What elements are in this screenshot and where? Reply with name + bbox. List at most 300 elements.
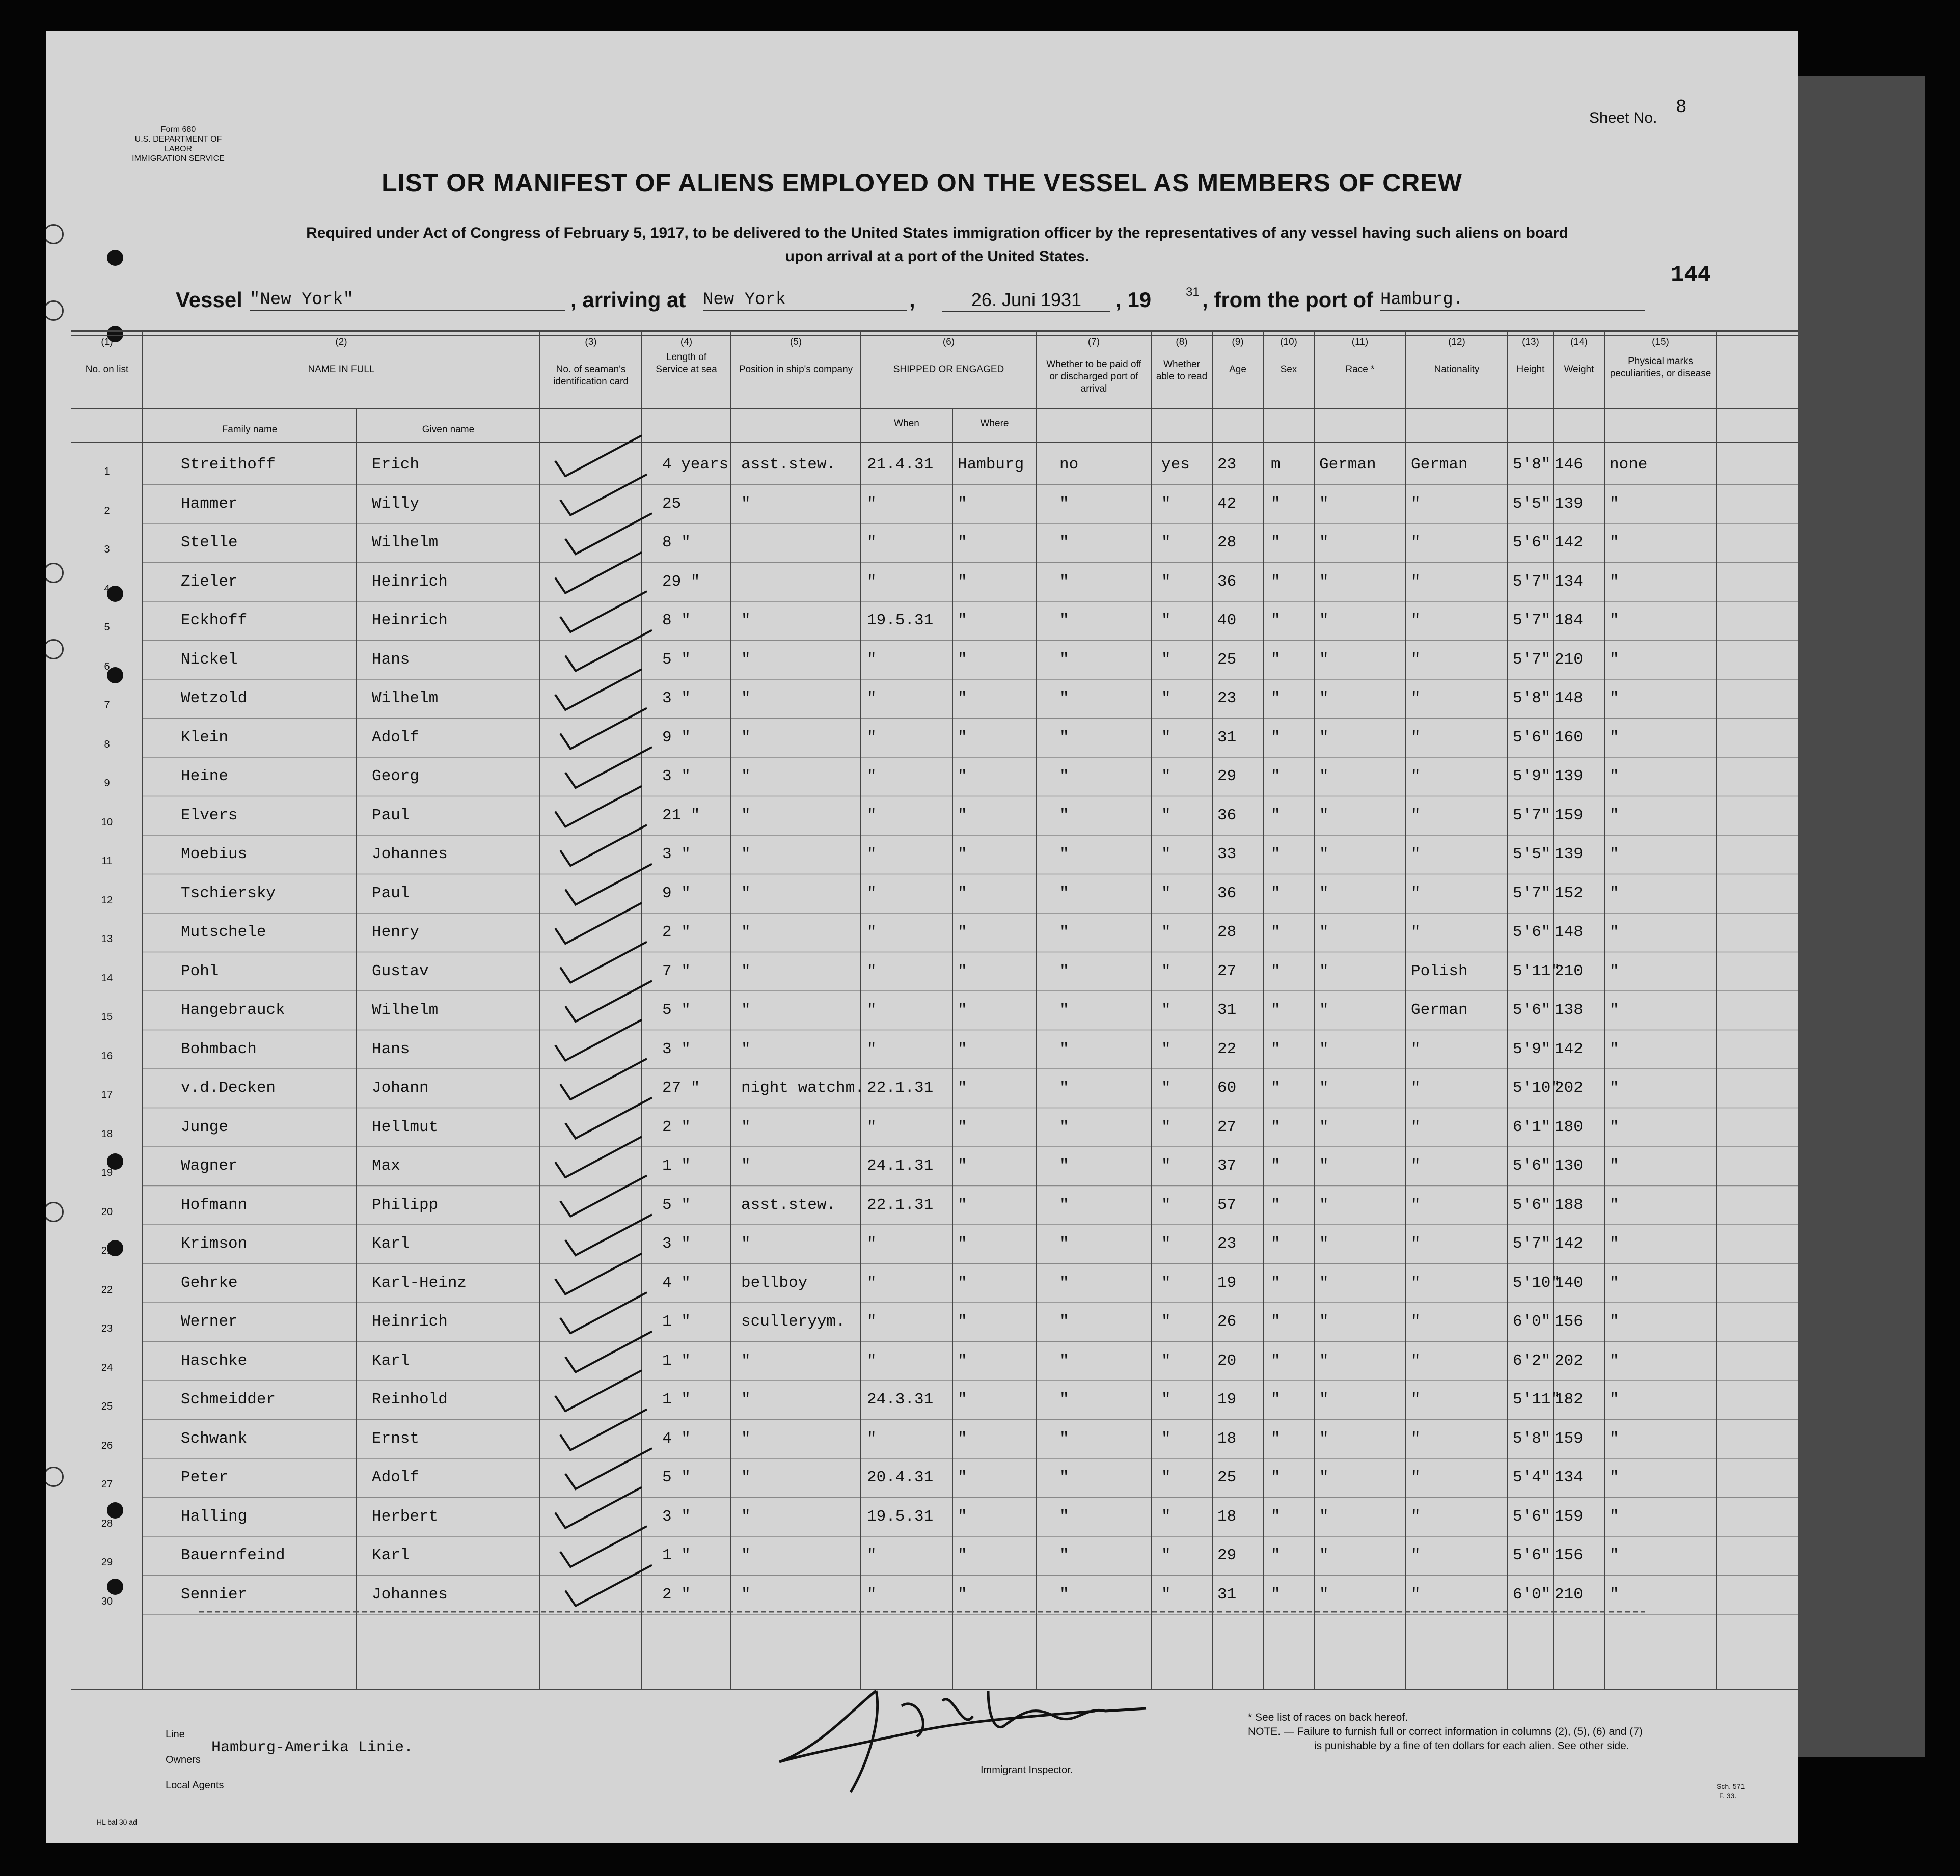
nationality-cell: "	[1411, 1196, 1421, 1214]
height-cell: 6'2"	[1513, 1351, 1551, 1370]
service-length-cell: 3 "	[662, 1507, 691, 1526]
engaged-where-cell: "	[958, 1157, 967, 1175]
able-to-read-cell: "	[1161, 1469, 1171, 1486]
nationality-cell: "	[1411, 1118, 1421, 1136]
engaged-where-cell: "	[958, 1001, 967, 1019]
family-name-cell: Bohmbach	[181, 1040, 257, 1058]
family-name-cell: v.d.Decken	[181, 1079, 276, 1097]
engaged-when-cell: 20.4.31	[867, 1469, 934, 1486]
row-number: 2	[104, 505, 110, 516]
able-to-read-cell: "	[1161, 1157, 1171, 1175]
given-name-cell: Heinrich	[372, 1313, 448, 1331]
family-name-cell: Streithoff	[181, 456, 276, 474]
physical-marks-cell: "	[1610, 612, 1619, 629]
year-label: , 19	[1115, 288, 1152, 312]
manifest-page: Form 680 U.S. DEPARTMENT OF LABOR IMMIGRATION SERVICE Sheet No. 8 LIST OR MANIFEST OF ALIENS EMPLOYED ON THE VESSEL AS MEMBERS OF CREW Required under Act of Congress of February 5, 1917, to be delivered to the United States immigration officer by the representatives of any vessel having such aliens on board upon arrival at a port of the United States. 144 Vessel "New York" , arriving at New York , 26. Juni 1931 , 19 31 , from the port of Hamburg. (1) No. on list (2) NAME IN FULL Family name Given name (3) No. of seaman's identification card (4) Length of Service at sea (5) Position in ship's company (6) SHIPPED OR ENGAGED When Where (7) Whether to be paid off or discharged port of arrival (8) Whether able to read (9) Age (10) Sex (11) Race * (12) Nationality (13) Height (14) Weight (15) Physical marks peculiarities, or disease 1 Streithoff Erich 4 years asst.stew. 21.4.31 Hamburg no yes 23 m German German 5'8" 146 none 2 Hammer Willy 25 " " " " " 42 " " " 5'5" 139 " 3 Stelle Wilhelm 8 " " " " " 28 " " " 5'6" 142 " 4 Zieler Heinrich 29 " " " " " 36 " " " 5'7" 134 " 5 Eckhoff Heinrich 8 " " 19.5.31 " " " 40 " " " 5'7" 184 " 6 Nickel Hans 5 " " " " " " 25 " " " 5'7" 210 " 7 Wetzold Wilhelm 3 " " " " " " 23 " " " 5'8" 148 " 8 Klein Adolf 9 " " " " " " 31 " " " 5'6" 160 " 9 Heine Georg 3 " " " " " " 29 " " " 5'9" 139 " 10 Elvers Paul 21 " " " " " " 36 " " " 5'7" 159 " 11 Moebius Johannes 3 " " " " " " 33 " " " 5'5" 139 " 12 Tschiersky Paul 9 " " " " " " 36 " " " 5'7" 152 " 13 Mutschele Henry 2 " " " " " " 28 " " " 5'6" 148 " 14 Pohl Gustav 7 " " " " " " 27 " " Polish 5'11" 210 " 15 Hangebrauck Wilhelm 5 " " " " " " 31 " " German 5'6" 138 " 16 Bohmbach Hans 3 " " " " " " 22 " " " 5'9" 142 " 17 v.d.Decken Johann 27 " night watchm. 22.1.31 " " " 60 " " " 5'10" 202 " 18 Junge Hellmut 2 " " " " " " 27 " " " 6'1" 180 " 19 Wagner Max 1 " " 24.1.31 " " " 37 " " " 5'6" 130 " 20 Hofmann Philipp 5 " asst.stew. 22.1.31 " " " 57 " " " 5'6" 188 " 21 Krimson Karl 3 " " " " " " 23 " " " 5'7" 142 " 22 Gehrke Karl-Heinz 4 " bellboy " " " " 19 " " " 5'10" 140 " 23 Werner Heinrich 1 " sculleryym. " " " " 26 " " " 6'0" 156 " 24 Haschke Karl 1 " " " " " " 20 " " " 6'2" 202 " 25 Schmeidder Reinhold 1 " " 24.3.31 " " " 19 " " " 5'11" 182 " 26 Schwank Ernst 4 " " " " " " 18 " " " 5'8" 159 " 27 Peter Adolf 5 " " 20.4.31 " " " 25 " " " 5'4" 134 " 28 Halling Herbert 3 " " 19.5.31 " " " 18 " " " 5'6" 159 " 29 Bauernfeind Karl 1 " " " " " " 29 " " " 5'6" 156 " 30 Sennier Johannes 2 " " " " " " 31 " " " 6'0" 210 " Line Owners Hamburg-Amerika Linie. Local Agents Immigrant Inspector. * See list of races on back hereof. NOTE. — Failure to furnish full or correct information in columns (2), (5), (6) and (7) is punishable by a fine of ten dollars for each alien. See other side. HL bal 30 ad Sch. 571 F. 33.	[46, 31, 1798, 1843]
engaged-where-cell: "	[958, 1040, 967, 1058]
engaged-when-cell: 19.5.31	[867, 612, 934, 629]
owners-name: Hamburg-Amerika Linie.	[211, 1739, 414, 1756]
weight-cell: 142	[1555, 534, 1583, 551]
service-length-cell: 9 "	[662, 728, 691, 747]
family-name-cell: Hofmann	[181, 1196, 248, 1214]
able-to-read-cell: "	[1161, 1274, 1171, 1292]
service-length-cell: 2 "	[662, 923, 691, 941]
service-length-cell: 21 "	[662, 806, 700, 824]
engaged-where-cell: "	[958, 1235, 967, 1253]
sex-cell: m	[1271, 456, 1281, 474]
height-cell: 5'6"	[1513, 1547, 1551, 1564]
nationality-cell: German	[1411, 1001, 1468, 1019]
engaged-where-cell: "	[958, 650, 967, 669]
row-number: 4	[104, 583, 110, 594]
row-number: 25	[101, 1401, 113, 1412]
checkmark-icon	[555, 903, 642, 944]
given-name-cell: Willy	[372, 494, 420, 513]
engaged-where-cell: "	[958, 1429, 967, 1448]
paid-off-cell: no	[1059, 456, 1079, 474]
height-cell: 5'6"	[1513, 1157, 1551, 1175]
family-name-cell: Hangebrauck	[181, 1001, 285, 1019]
able-to-read-cell: yes	[1161, 456, 1190, 474]
row-number: 29	[101, 1557, 113, 1568]
able-to-read-cell: "	[1161, 728, 1171, 747]
age-cell: 27	[1217, 962, 1237, 980]
age-cell: 19	[1217, 1274, 1237, 1292]
age-cell: 25	[1217, 650, 1237, 669]
age-cell: 31	[1217, 1585, 1237, 1604]
height-cell: 5'6"	[1513, 534, 1551, 551]
engaged-when-cell: 24.3.31	[867, 1391, 934, 1409]
row-number: 21	[101, 1245, 113, 1256]
race-cell: "	[1319, 884, 1329, 902]
col-9-header: (9) Age	[1229, 337, 1246, 375]
family-name-cell: Eckhoff	[181, 612, 248, 629]
engaged-when-cell: "	[867, 767, 877, 785]
height-cell: 5'9"	[1513, 1040, 1551, 1058]
checkmark-icon	[565, 630, 652, 671]
physical-marks-cell: "	[1610, 1079, 1619, 1097]
race-cell: "	[1319, 1274, 1329, 1292]
nationality-cell: "	[1411, 534, 1421, 551]
row-number: 18	[101, 1128, 113, 1140]
given-name-cell: Wilhelm	[372, 1001, 439, 1019]
able-to-read-cell: "	[1161, 1118, 1171, 1136]
age-cell: 29	[1217, 1547, 1237, 1564]
weight-cell: 210	[1555, 650, 1583, 669]
sex-cell: "	[1271, 845, 1281, 863]
service-length-cell: 3 "	[662, 1040, 691, 1058]
race-cell: "	[1319, 1079, 1329, 1097]
engaged-where-cell: "	[958, 962, 967, 980]
sex-cell: "	[1271, 1274, 1281, 1292]
sex-cell: "	[1271, 728, 1281, 747]
weight-cell: 156	[1555, 1313, 1583, 1331]
sex-cell: "	[1271, 1429, 1281, 1448]
engaged-when-cell: 19.5.31	[867, 1507, 934, 1526]
race-cell: "	[1319, 1235, 1329, 1253]
race-cell: "	[1319, 1391, 1329, 1409]
race-cell: "	[1319, 494, 1329, 513]
checkmark-icon	[565, 1565, 652, 1606]
race-cell: "	[1319, 1429, 1329, 1448]
checkmark-icon	[560, 475, 647, 515]
race-cell: "	[1319, 1585, 1329, 1604]
able-to-read-cell: "	[1161, 612, 1171, 629]
position-cell: night watchm.	[741, 1079, 864, 1097]
row-number: 9	[104, 778, 110, 789]
nationality-cell: "	[1411, 1429, 1421, 1448]
nationality-cell: "	[1411, 612, 1421, 629]
age-cell: 23	[1217, 456, 1237, 474]
height-cell: 5'6"	[1513, 1507, 1551, 1526]
given-name-cell: Heinrich	[372, 612, 448, 629]
family-name-cell: Stelle	[181, 534, 238, 551]
weight-cell: 142	[1555, 1235, 1583, 1253]
sex-cell: "	[1271, 1507, 1281, 1526]
col-3-header: (3) No. of seaman's identification card	[553, 337, 629, 387]
given-name-cell: Paul	[372, 884, 410, 902]
col-6-header: (6) SHIPPED OR ENGAGED	[893, 337, 1004, 375]
given-name-cell: Karl	[372, 1547, 410, 1564]
weight-cell: 182	[1555, 1391, 1583, 1409]
checkmark-icon	[565, 513, 652, 554]
engaged-where-cell: "	[958, 767, 967, 785]
row-number: 5	[104, 622, 110, 633]
col-14-header: (14) Weight	[1564, 337, 1594, 375]
physical-marks-cell: "	[1610, 1196, 1619, 1214]
physical-marks-cell: "	[1610, 1001, 1619, 1019]
paid-off-cell: "	[1059, 1040, 1069, 1058]
weight-cell: 148	[1555, 689, 1583, 707]
weight-cell: 130	[1555, 1157, 1583, 1175]
engaged-when-cell: "	[867, 845, 877, 863]
sex-cell: "	[1271, 1079, 1281, 1097]
service-length-cell: 27 "	[662, 1079, 700, 1097]
checkmark-icon	[560, 1059, 647, 1099]
paid-off-cell: "	[1059, 1547, 1069, 1564]
position-cell: "	[741, 1585, 751, 1604]
subtitle-line-2: upon arrival at a port of the United States.	[785, 248, 1090, 265]
sex-cell: "	[1271, 923, 1281, 941]
engaged-when-cell: "	[867, 962, 877, 980]
paid-off-cell: "	[1059, 728, 1069, 747]
age-cell: 23	[1217, 1235, 1237, 1253]
age-cell: 19	[1217, 1391, 1237, 1409]
checkmark-icon	[555, 1487, 642, 1528]
engaged-where-cell: "	[958, 689, 967, 707]
paid-off-cell: "	[1059, 1001, 1069, 1019]
height-cell: 6'0"	[1513, 1313, 1551, 1331]
given-name-cell: Philipp	[372, 1196, 439, 1214]
arrival-port: New York	[703, 290, 907, 311]
position-cell: "	[741, 1429, 751, 1448]
height-cell: 5'8"	[1513, 689, 1551, 707]
able-to-read-cell: "	[1161, 1079, 1171, 1097]
position-cell: "	[741, 767, 751, 785]
engaged-where-cell: "	[958, 845, 967, 863]
height-cell: 5'5"	[1513, 845, 1551, 863]
checkmark-icon	[560, 1410, 647, 1450]
engaged-when-cell: "	[867, 728, 877, 747]
engaged-where-cell: "	[958, 923, 967, 941]
race-cell: "	[1319, 650, 1329, 669]
checkmark-icon	[555, 786, 642, 827]
service-length-cell: 3 "	[662, 845, 691, 863]
weight-cell: 156	[1555, 1547, 1583, 1564]
able-to-read-cell: "	[1161, 1547, 1171, 1564]
engaged-when-cell: 22.1.31	[867, 1196, 934, 1214]
physical-marks-cell: "	[1610, 689, 1619, 707]
age-cell: 18	[1217, 1429, 1237, 1448]
engaged-where-cell: "	[958, 1274, 967, 1292]
given-name-cell: Hans	[372, 650, 410, 669]
from-label: , from the port of	[1202, 288, 1373, 312]
able-to-read-cell: "	[1161, 534, 1171, 551]
engaged-where-cell: "	[958, 534, 967, 551]
position-cell: "	[741, 923, 751, 941]
nationality-cell: "	[1411, 806, 1421, 824]
weight-cell: 138	[1555, 1001, 1583, 1019]
engaged-when-cell: "	[867, 1351, 877, 1370]
weight-cell: 146	[1555, 456, 1583, 474]
col-13-header: (13) Height	[1516, 337, 1545, 375]
inspector-label: Immigrant Inspector.	[981, 1764, 1073, 1776]
paid-off-cell: "	[1059, 689, 1069, 707]
physical-marks-cell: "	[1610, 1351, 1619, 1370]
paid-off-cell: "	[1059, 1429, 1069, 1448]
checkmark-icon	[565, 1332, 652, 1372]
physical-marks-cell: "	[1610, 650, 1619, 669]
paid-off-cell: "	[1059, 1157, 1069, 1175]
position-cell: "	[741, 689, 751, 707]
able-to-read-cell: "	[1161, 650, 1171, 669]
race-cell: "	[1319, 923, 1329, 941]
sex-cell: "	[1271, 1585, 1281, 1604]
checkmark-icon	[555, 553, 642, 593]
service-length-cell: 5 "	[662, 650, 691, 669]
race-cell: "	[1319, 845, 1329, 863]
service-length-cell: 1 "	[662, 1313, 691, 1331]
weight-cell: 159	[1555, 1507, 1583, 1526]
given-name-cell: Johann	[372, 1079, 429, 1097]
given-name-cell: Heinrich	[372, 572, 448, 591]
checkmark-icon	[565, 864, 652, 905]
age-cell: 20	[1217, 1351, 1237, 1370]
race-cell: "	[1319, 806, 1329, 824]
col-10-header: (10) Sex	[1280, 337, 1297, 375]
engaged-where-cell: "	[958, 612, 967, 629]
able-to-read-cell: "	[1161, 1391, 1171, 1409]
nationality-cell: "	[1411, 1507, 1421, 1526]
position-cell: bellboy	[741, 1274, 808, 1292]
position-cell: "	[741, 1040, 751, 1058]
department-name: U.S. DEPARTMENT OF LABOR	[134, 135, 222, 153]
engaged-when-cell: "	[867, 494, 877, 513]
checkmark-icon	[560, 1292, 647, 1333]
sex-cell: "	[1271, 962, 1281, 980]
sex-cell: "	[1271, 1157, 1281, 1175]
nationality-cell: "	[1411, 1391, 1421, 1409]
row-number: 7	[104, 700, 110, 711]
family-name-cell: Sennier	[181, 1585, 248, 1604]
nationality-cell: "	[1411, 689, 1421, 707]
paid-off-cell: "	[1059, 612, 1069, 629]
paid-off-cell: "	[1059, 534, 1069, 551]
able-to-read-cell: "	[1161, 1040, 1171, 1058]
physical-marks-cell: "	[1610, 1585, 1619, 1604]
position-cell: "	[741, 1507, 751, 1526]
physical-marks-cell: "	[1610, 1429, 1619, 1448]
family-name-cell: Haschke	[181, 1351, 248, 1370]
engaged-where-cell: "	[958, 1507, 967, 1526]
given-name-cell: Wilhelm	[372, 689, 439, 707]
height-cell: 5'6"	[1513, 728, 1551, 747]
given-name-cell: Karl-Heinz	[372, 1274, 467, 1292]
physical-marks-cell: "	[1610, 728, 1619, 747]
service-length-cell: 3 "	[662, 767, 691, 785]
service-length-cell: 5 "	[662, 1001, 691, 1019]
sex-cell: "	[1271, 1235, 1281, 1253]
able-to-read-cell: "	[1161, 1429, 1171, 1448]
sex-cell: "	[1271, 1469, 1281, 1486]
height-cell: 5'11"	[1513, 962, 1561, 980]
checkmark-icon	[565, 1215, 652, 1255]
row-number: 14	[101, 972, 113, 984]
able-to-read-cell: "	[1161, 1001, 1171, 1019]
sex-cell: "	[1271, 689, 1281, 707]
nationality-cell: "	[1411, 1274, 1421, 1292]
height-cell: 5'4"	[1513, 1469, 1551, 1486]
nationality-cell: "	[1411, 1585, 1421, 1604]
age-cell: 29	[1217, 767, 1237, 785]
weight-cell: 152	[1555, 884, 1583, 902]
sex-cell: "	[1271, 1351, 1281, 1370]
family-name-cell: Tschiersky	[181, 884, 276, 902]
position-cell: "	[741, 612, 751, 629]
age-cell: 18	[1217, 1507, 1237, 1526]
given-name-cell: Hans	[372, 1040, 410, 1058]
service-length-cell: 1 "	[662, 1391, 691, 1409]
nationality-cell: "	[1411, 1235, 1421, 1253]
sex-cell: "	[1271, 1118, 1281, 1136]
sex-cell: "	[1271, 1313, 1281, 1331]
checkmark-icon	[555, 1254, 642, 1294]
col-8-header: (8) Whether able to read	[1156, 337, 1208, 382]
family-name-cell: Wagner	[181, 1157, 238, 1175]
row-number: 8	[104, 738, 110, 750]
engaged-where-cell: "	[958, 1196, 967, 1214]
row-number: 3	[104, 544, 110, 555]
weight-cell: 139	[1555, 845, 1583, 863]
arriving-label: , arriving at	[570, 288, 686, 312]
weight-cell: 139	[1555, 494, 1583, 513]
given-name-cell: Georg	[372, 767, 420, 785]
checkmark-icon	[565, 981, 652, 1022]
engaged-where-cell: "	[958, 884, 967, 902]
age-cell: 27	[1217, 1118, 1237, 1136]
position-cell: "	[741, 1118, 751, 1136]
engaged-when-cell: "	[867, 1235, 877, 1253]
sheet-number: 8	[1676, 97, 1687, 118]
row-number: 15	[101, 1011, 113, 1023]
weight-cell: 202	[1555, 1079, 1583, 1097]
checkmark-icon	[560, 1176, 647, 1217]
engaged-when-cell: "	[867, 689, 877, 707]
sex-cell: "	[1271, 494, 1281, 513]
col-7-header: (7) Whether to be paid off or discharged port of arrival	[1046, 337, 1141, 394]
service-length-cell: 5 "	[662, 1469, 691, 1486]
engaged-where-cell: "	[958, 494, 967, 513]
position-cell: "	[741, 962, 751, 980]
family-name-cell: Heine	[181, 767, 229, 785]
schedule-code: Sch. 571	[1717, 1782, 1745, 1790]
engaged-where-cell: "	[958, 728, 967, 747]
engaged-when-cell: "	[867, 650, 877, 669]
height-cell: 5'11"	[1513, 1391, 1561, 1409]
physical-marks-cell: "	[1610, 1235, 1619, 1253]
owners-label: Owners	[166, 1754, 201, 1765]
height-cell: 5'7"	[1513, 650, 1551, 669]
given-name-cell: Wilhelm	[372, 534, 439, 551]
position-cell: "	[741, 1391, 751, 1409]
col-2-family-header: Family name	[222, 424, 278, 435]
service-length-cell: 3 "	[662, 689, 691, 707]
schedule-form: F. 33.	[1719, 1791, 1737, 1800]
engaged-where-cell: "	[958, 1079, 967, 1097]
row-number: 20	[101, 1206, 113, 1218]
position-cell: asst.stew.	[741, 456, 836, 474]
paid-off-cell: "	[1059, 650, 1069, 669]
checkmark-icon	[560, 942, 647, 983]
able-to-read-cell: "	[1161, 689, 1171, 707]
fine-note-1: NOTE. — Failure to furnish full or correct information in columns (2), (5), (6) and (7)	[1248, 1726, 1643, 1737]
row-number: 12	[101, 894, 113, 906]
age-cell: 28	[1217, 923, 1237, 941]
physical-marks-cell: none	[1610, 456, 1648, 474]
position-cell: asst.stew.	[741, 1196, 836, 1214]
row-number: 22	[101, 1284, 113, 1295]
family-name-cell: Werner	[181, 1313, 238, 1331]
position-cell: "	[741, 845, 751, 863]
col-11-header: (11) Race *	[1345, 337, 1375, 375]
engaged-where-cell: "	[958, 1391, 967, 1409]
service-length-cell: 2 "	[662, 1118, 691, 1136]
paid-off-cell: "	[1059, 923, 1069, 941]
row-number: 11	[101, 856, 113, 867]
vessel-label: Vessel	[176, 288, 242, 312]
position-cell: sculleryym.	[741, 1313, 846, 1331]
family-name-cell: Junge	[181, 1118, 229, 1136]
race-cell: "	[1319, 1507, 1329, 1526]
family-name-cell: Gehrke	[181, 1274, 238, 1292]
engaged-when-cell: "	[867, 806, 877, 824]
engaged-when-cell: "	[867, 1118, 877, 1136]
fine-note-2: is punishable by a fine of ten dollars for each alien. See other side.	[1314, 1740, 1629, 1752]
height-cell: 5'5"	[1513, 494, 1551, 513]
able-to-read-cell: "	[1161, 1507, 1171, 1526]
age-cell: 60	[1217, 1079, 1237, 1097]
height-cell: 5'7"	[1513, 884, 1551, 902]
sex-cell: "	[1271, 1196, 1281, 1214]
weight-cell: 180	[1555, 1118, 1583, 1136]
nationality-cell: "	[1411, 494, 1421, 513]
row-number: 13	[101, 933, 113, 945]
sex-cell: "	[1271, 1001, 1281, 1019]
race-cell: "	[1319, 612, 1329, 629]
given-name-cell: Henry	[372, 923, 420, 941]
engaged-when-cell: "	[867, 923, 877, 941]
race-cell: German	[1319, 456, 1376, 474]
